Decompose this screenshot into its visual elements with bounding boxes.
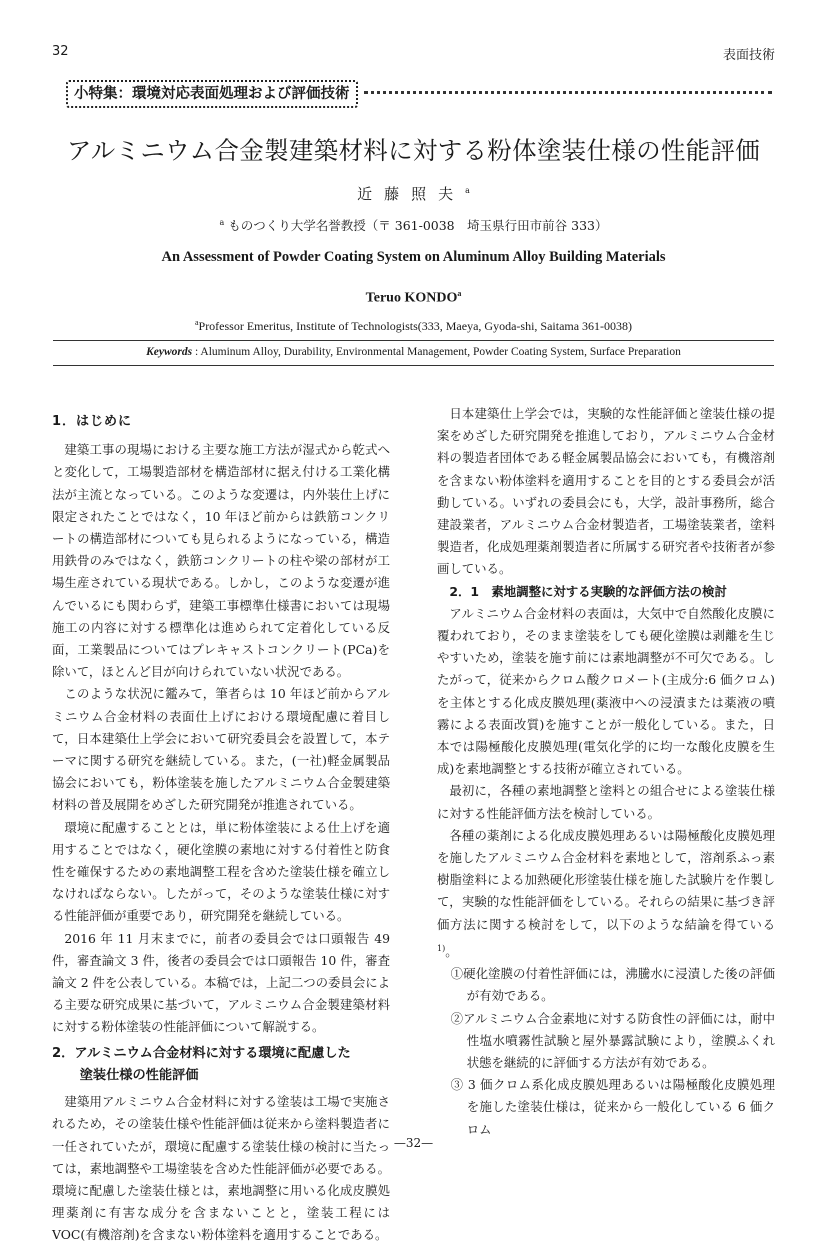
paragraph: アルミニウム合金材料の表面は，大気中で自然酸化皮膜に覆われており，そのまま塗装をしても硬化塗膜は剥離を生じやすいため，塗装を施す前には素地調整が不可欠である。したがって，従来からクロム酸クロメート(主成分:6 価クロム)を主体とする化成皮膜処理(薬液中への浸漬または薬液の噴霧による表面改質)を施すことが一般化している。また，日本では陽極酸化皮膜処理(電気化学的に均一な酸化皮膜を生成)を素地調整とする技術が確立されている。: [437, 605, 775, 777]
section-heading-2-line2: 塗装仕様の性能評価: [79, 1067, 199, 1083]
affiliation-ja-mark: a: [219, 217, 225, 227]
banner-dotted-rule: [364, 91, 772, 94]
keywords: [0, 346, 827, 358]
citation-ref: 1): [437, 943, 446, 953]
author-ja: [0, 183, 827, 204]
keywords-top-rule: [53, 340, 774, 341]
paragraph: 環境に配慮することとは，単に粉体塗装による仕上げを適用することではなく，硬化塗膜の素地に対する付着性と防食性を確保するための素地調整工程を含めた塗装仕様を確立しなければならない。したがって，そのような塗装仕様に対する性能評価が重要であり，研究開発を継続している。: [52, 819, 390, 924]
paragraph: 2016 年 11 月末までに，前者の委員会では口頭報告 49 件，審査論文 3 件，後者の委員会では口頭報告 10 件，審査論文 2 件を公表している。本稿では，上記二つの委員会による主要な研究成果に基づいて，アルミニウム合金製建築材料に対する粉体塗装の性能評価について解説する。: [52, 930, 390, 1035]
paragraph: [437, 825, 775, 963]
paragraph: 日本建築仕上学会では，実験的な性能評価と塗装仕様の提案をめざした研究開発を推進しており，アルミニウム合金材料の製造者団体である軽金属製品協会においても，有機溶剤を含まない粉体塗料を適用することを目的とする委員会が活動している。いずれの委員会にも，大学，設計事務所，総合建設業者，アルミニウム合金材製造者，工場塗装業者，塗料製造者，化成処理薬剤製造者に所属する研究者や技術者が参画している。: [437, 406, 775, 577]
author-ja-mark: a: [465, 186, 470, 195]
body-column-right: [437, 403, 775, 1141]
affiliation-en: [0, 318, 827, 334]
page-number: 32: [52, 44, 69, 59]
affiliation-en-text: Professor Emeritus, Institute of Technologists(333, Maeya, Gyoda-shi, Saitama 361-0038): [198, 319, 633, 333]
author-name-ja: 近藤照夫: [357, 185, 466, 203]
paragraph-end: 。: [445, 944, 458, 959]
keywords-list: : Aluminum Alloy, Durability, Environmental Management, Powder Coating System, Surface Preparation: [192, 346, 681, 358]
section-heading-1: 1．はじめに: [52, 414, 133, 429]
author-name-en: Teruo KONDO: [365, 290, 458, 306]
section-heading-2-line1: 2．アルミニウム合金材料に対する環境に配慮した: [52, 1045, 351, 1061]
article-title-ja: アルミニウム合金製建築材料に対する粉体塗装仕様の性能評価: [66, 136, 761, 165]
special-issue-label: 小特集：環境対応表面処理および評価技術: [66, 80, 358, 108]
affiliation-ja-text: ものつくり大学名誉教授（〒 361-0038 埼玉県行田市前谷 333）: [224, 218, 608, 233]
article-title-en: An Assessment of Powder Coating System on Aluminum Alloy Building Materials: [161, 249, 666, 265]
list-item: ③ 3 価クロム系化成皮膜処理あるいは陽極酸化皮膜処理を施した塗装仕様は，従来から一般化している 6 価クロム: [450, 1077, 775, 1137]
affiliation-ja: [0, 216, 827, 234]
paragraph-text: 各種の薬剤による化成皮膜処理あるいは陽極酸化皮膜処理を施したアルミニウム合金材料を素地として，溶剤系ふっ素樹脂塗料による加熱硬化形塗装仕様を施した試験片を作製して，実験的な性能評価をしている。それらの結果に基づき評価方法に関する検討をして，以下のような結論を得ている: [437, 827, 775, 932]
paragraph: 建築工事の現場における主要な施工方法が湿式から乾式へと変化して，工場製造部材を構造部材に据え付ける工業化構法が主流となっている。このような変遷は，内外装仕上げに限定されたことではなく，10 年ほど前からは鉄筋コンクリートの構造部材についても見られるようになっている，構造用鉄骨のみではなく，鉄筋コンクリートの柱や梁の部材が工場生産されている現状である。しかし，このような変遷が進んでいるにも関わらず，建築工事標準仕様書においては現場施工の内容に対する標準化は進められて定着化している反面，工業製品についてはプレキャストコンクリート(PCa)を除いて，ほとんど目が向けられていない状況である。: [52, 442, 390, 680]
subsection-heading-2-1: 2．1 素地調整に対する実験的な評価方法の検討: [449, 583, 727, 599]
author-en: [0, 289, 827, 307]
footer-page-label: —32—: [393, 1136, 434, 1150]
list-item: ②アルミニウム合金素地に対する防食性の評価には，耐中性塩水噴霧性試験と屋外暴露試験により，塗膜ふくれ状態を継続的に評価する方法が有効である。: [450, 1010, 775, 1071]
body-column-left: [52, 403, 390, 1247]
keywords-label: Keywords: [146, 346, 193, 358]
paragraph: 最初に，各種の素地調整と塗料との組合せによる塗装仕様に対する性能評価方法を検討している。: [437, 783, 775, 821]
keywords-bottom-rule: [53, 365, 774, 366]
list-item: ①硬化塗膜の付着性評価には，沸騰水に浸漬した後の評価が有効である。: [450, 966, 775, 1004]
affiliation-en-mark: a: [194, 318, 199, 327]
author-en-mark: a: [457, 289, 462, 298]
special-issue-banner: [66, 80, 772, 106]
section-heading-2: [52, 1043, 390, 1087]
journal-name: 表面技術: [722, 48, 775, 63]
paragraph: 建築用アルミニウム合金材料に対する塗装は工場で実施されるため，その塗装仕様や性能評価は従来から塗料製造者に一任されていたが，環境に配慮する塗装仕様の検討に当たっては，素地調整や工場塗装を含めた性能評価が必要である。環境に配慮した塗装仕様とは，素地調整に用いる化成皮膜処理薬剤に有害な成分を含まないことと，塗装工程には VOC(有機溶剤)を含まない粉体塗料を適用することである。: [52, 1094, 390, 1243]
paragraph: このような状況に鑑みて，筆者らは 10 年ほど前からアルミニウム合金材料の表面仕上げにおける環境配慮に着目して，日本建築仕上学会において研究委員会を設置して，本テーマに関する研究を継続している。また，(一社)軽金属製品協会においても，粉体塗装を施したアルミニウム合金製建築材料の普及展開をめざした研究開発が推進されている。: [52, 686, 390, 813]
